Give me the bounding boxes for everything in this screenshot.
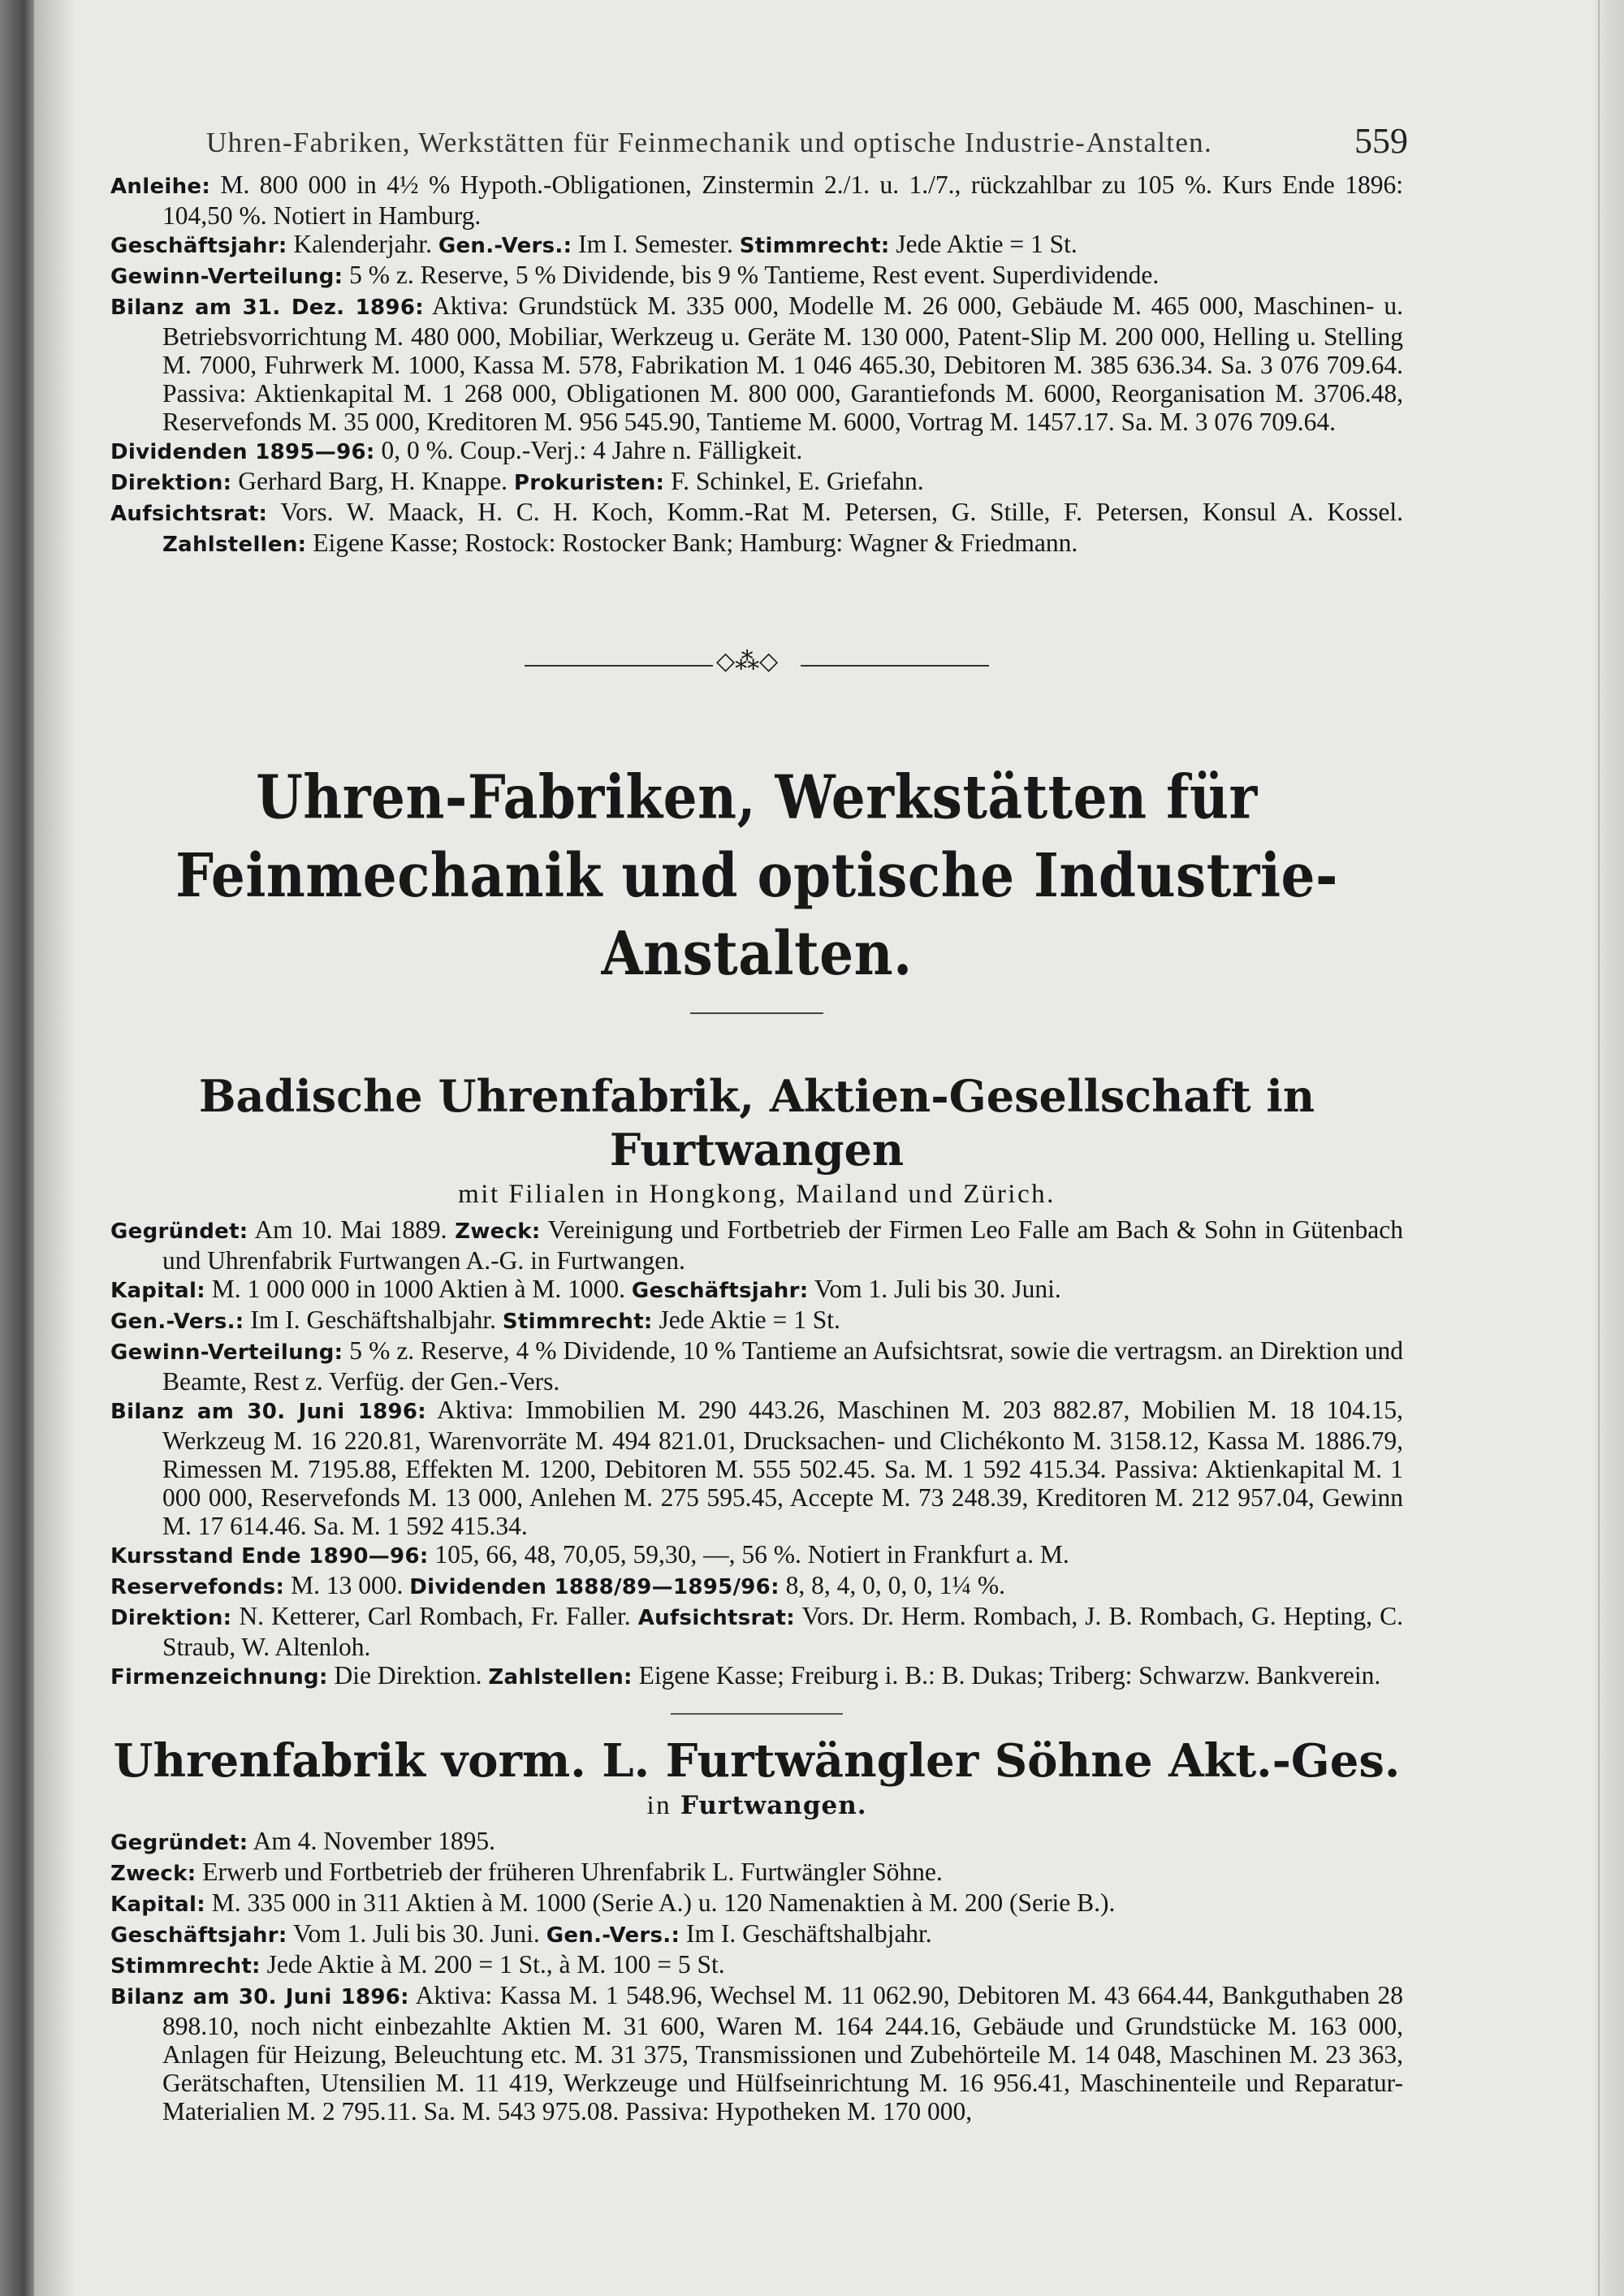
entry-gegruendet: Gegründet: Am 4. November 1895. (110, 1827, 495, 1855)
entry-stimmrecht: Stimmrecht: Jede Aktie à M. 200 = 1 St., à M. 100 = 5 St. (110, 1950, 725, 1979)
entry-gen-vers: Gen.-Vers.: Im I. Geschäftshalbjahr. Stimmrecht: Jede Aktie = 1 St. (110, 1306, 840, 1334)
company-subtitle: in Furtwangen. (646, 1791, 867, 1820)
ornament-divider (110, 647, 1403, 680)
company-subtitle: mit Filialen in Hongkong, Mailand und Zürich. (458, 1180, 1056, 1209)
page-edge-line (1598, 0, 1600, 2296)
entry-anleihe: Anleihe: M. 800 000 in 4½ % Hypoth.-Obligationen, Zinstermin 2./1. u. 1./7., rückzahlbar zu 105 %. Kurs Ende 1896: 104,50 %. Notiert in Hamburg. (110, 170, 1403, 230)
entry-kapital: Kapital: M. 335 000 in 311 Aktien à M. 1000 (Serie A.) u. 120 Namenaktien à M. 200 (Serie B.). (110, 1888, 1116, 1917)
entry-firmenzeichnung: Firmenzeichnung: Die Direktion. Zahlstellen: Eigene Kasse; Freiburg i. B.: B. Dukas; Triberg: Schwarzw. Bankverein. (110, 1661, 1381, 1690)
entry-bilanz: Bilanz am 31. Dez. 1896: Aktiva: Grundstück M. 335 000, Modelle M. 26 000, Gebäude M. 465 000, Maschinen- u. Betriebsvorrichtung M. 480 000, Mobiliar, Werkzeug u. Geräte M. 130 000, Patent-Slip M. 200 000, Helling u. Stelling M. 7000, Fuhrwerk M. 1000, Kassa M. 578, Fabrikation M. 1 046 465.30, Debitoren M. 385 636.34. Sa. 3 076 709.64. Passiva: Aktienkapital M. 1 268 000, Obligationen M. 800 000, Garantiefonds M. 6000, Reorganisation M. 3706.48, Reservefonds M. 35 000, Kreditoren M. 956 545.90, Tantieme M. 6000, Vortrag M. 1457.17. Sa. M. 3 076 709.64. (110, 291, 1404, 436)
ornament-line-left (525, 665, 713, 667)
page-edge (1592, 0, 1624, 2296)
entry-bilanz: Bilanz am 30. Juni 1896: Aktiva: Kassa M. 1 548.96, Wechsel M. 11 062.90, Debitoren M. 43 664.44, Bankguthaben 28 898.10, noch nicht einbezahlte Aktien M. 31 600, Waren M. 164 244.16, Gebäude und Grundstücke M. 163 000, Anlagen für Heizung, Beleuchtung etc. M. 31 375, Transmissionen und Zubehörteile M. 14 048, Maschinen M. 23 363, Gerätschaften, Utensilien M. 11 419, Werkzeuge und Hülfseinrichtung M. 16 956.41, Maschinenteile und Reparatur-Materialien M. 2 795.11. Sa. M. 543 975.08. Passiva: Hypotheken M. 170 000, (110, 1981, 1403, 2126)
binding-shadow (34, 0, 76, 2296)
company-title: Uhrenfabrik vorm. L. Furtwängler Söhne Akt.-Ges. (113, 1734, 1401, 1788)
page (110, 120, 1408, 2126)
entry-aufsichtsrat: Aufsichtsrat: Vors. W. Maack, H. C. H. Koch, Komm.-Rat M. Petersen, G. Stille, F. Petersen, Konsul A. Kossel. Zahlstellen: Eigene Kasse; Rostock: Rostocker Bank; Hamburg: Wagner & Friedmann. (110, 498, 1403, 557)
entry-geschaeftsjahr: Geschäftsjahr: Vom 1. Juli bis 30. Juni. Gen.-Vers.: Im I. Geschäftshalbjahr. (110, 1919, 932, 1948)
entry-gewinn-verteilung: Gewinn-Verteilung: 5 % z. Reserve, 5 % Dividende, bis 9 % Tantieme, Rest event. Superdividende. (110, 261, 1160, 289)
running-head (110, 120, 1408, 169)
section-title: Uhren-Fabriken, Werkstätten für Feinmechanik und optische Industrie-Anstalten. (175, 762, 1338, 989)
entry-direktion: Direktion: N. Ketterer, Carl Rombach, Fr. Faller. Aufsichtsrat: Vors. Dr. Herm. Rombach, J. B. Rombach, G. Hepting, C. Straub, W. Altenloh. (110, 1602, 1403, 1661)
entry-zweck: Zweck: Erwerb und Fortbetrieb der früheren Uhrenfabrik L. Furtwängler Söhne. (110, 1858, 943, 1886)
company-title: Badische Uhrenfabrik, Aktien-Gesellschaft in Furtwangen (198, 1070, 1315, 1176)
entry-reservefonds: Reservefonds: M. 13 000. Dividenden 1888/89—1895/96: 8, 8, 4, 0, 0, 0, 1¼ %. (110, 1571, 1006, 1599)
running-head-title: Uhren-Fabriken, Werkstätten für Feinmechanik und optische Industrie-Anstalten. (206, 127, 1213, 158)
top-entries (110, 170, 1403, 559)
entry-geschaeftsjahr: Geschäftsjahr: Kalenderjahr. Gen.-Vers.: Im I. Semester. Stimmrecht: Jede Aktie = 1 St. (110, 230, 1078, 258)
entry-gegruendet: Gegründet: Am 10. Mai 1889. Zweck: Vereinigung und Fortbetrieb der Firmen Leo Falle am Bach & Sohn in Gütenbach und Uhrenfabrik Furtwangen A.-G. in Furtwangen. (110, 1215, 1403, 1275)
section-rule (690, 1012, 823, 1014)
entry-bilanz: Bilanz am 30. Juni 1896: Aktiva: Immobilien M. 290 443.26, Maschinen M. 203 882.87, Mobilien M. 18 104.15, Werkzeug M. 16 220.81, Warenvorräte M. 494 821.01, Drucksachen- und Clichékonto M. 3158.12, Kassa M. 1886.79, Rimessen M. 7195.88, Effekten M. 1200, Debitoren M. 555 502.45. Sa. M. 1 592 415.34. Passiva: Aktienkapital M. 1 000 000, Reservefonds M. 13 000, Anlehen M. 275 595.45, Accepte M. 73 248.39, Kreditoren M. 212 957.04, Gewinn M. 17 614.46. Sa. M. 1 592 415.34. (110, 1396, 1403, 1540)
entry-direktion: Direktion: Gerhard Barg, H. Knappe. Prokuristen: F. Schinkel, E. Griefahn. (110, 467, 924, 495)
entry-kapital: Kapital: M. 1 000 000 in 1000 Aktien à M. 1000. Geschäftsjahr: Vom 1. Juli bis 30. Juni. (110, 1275, 1061, 1303)
company-divider (671, 1713, 843, 1715)
company-badische-uhrenfabrik (110, 1069, 1403, 1692)
ornament-icon: ◇⁂◇ (716, 647, 779, 675)
company-furtwaengler (110, 1734, 1403, 2126)
ornament-line-right (801, 665, 989, 667)
entry-gewinn-verteilung: Gewinn-Verteilung: 5 % z. Reserve, 4 % Dividende, 10 % Tantieme an Aufsichtsrat, sowie die vertragsm. an Direktion und Beamte, Rest z. Verfüg. der Gen.-Vers. (110, 1336, 1403, 1396)
entry-dividenden: Dividenden 1895—96: 0, 0 %. Coup.-Verj.: 4 Jahre n. Fälligkeit. (110, 436, 803, 464)
entry-kursstand: Kursstand Ende 1890—96: 105, 66, 48, 70,05, 59,30, —, 56 %. Notiert in Frankfurt a. M. (110, 1540, 1069, 1569)
book-binding (0, 0, 34, 2296)
page-number: 559 (1354, 121, 1408, 161)
